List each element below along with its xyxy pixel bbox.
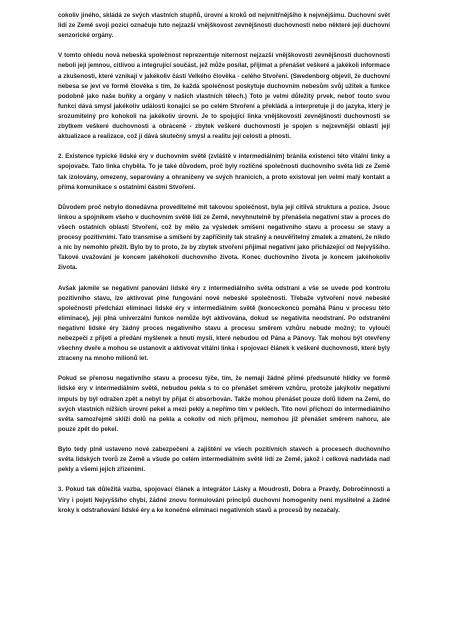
paragraph: Bylo tedy plně ustaveno nové zabezpečení a zajištění ve všech pozitivních stavech a procesech duchovního světa lidských tvorů ze Země a všude po celém intermediálním světě lidí ze Země, jakož i celková nadvláda nad pekly a všemi jejich zřízeními. [58, 446, 390, 474]
paragraph: cokoliv jiného, skládá ze svých vlastních stupňů, úrovní a kroků od nejvnitřnějšího k nejvnějšímu. Duchovní svět lidí ze Země svojí pozicí označuje tuto nejzazší vnějškovost zevnějšnosti duchovnosti nebo některé její duchovní senzorické orgány. [58, 12, 390, 40]
paragraph: V tomto ohledu nová nebeská společnost reprezentuje niternost nejzazší vnějškovosti zevnějšnosti duchovnosti neboli její jemnou, citlivou a integrující součást, jež může posílat, přijímat a přenášet veškeré a jakékoli informace a zkušenosti, které vznikají v jakékoliv části Velkého člověka - celého Stvoření. (Swedenborg objevil, že duchovní nebesa se jeví ve formě člověka s tím, že každá společnost poskytuje duchovním nebesům svůj užitek a funkce podobně jako naše buňky a orgány v našich vlastních tělech.) Toto je velmi důležitý prvek, neboť touto svou funkcí dává smysl jakékoliv události konající se po celém Stvoření a překládá a interpretuje ji do jazyka, který je srozumitelný pro kohokoli na jakékoliv úrovni. Je to spojující linka vnějškovosti zevnějšnosti duchovnosti se zbytkem veškeré duchovnosti a obráceně - zbytek veškeré duchovnosti je spojen s nejzevnější oblastí její aktualizace a realizace, což jí dává skutečný smysl a realitu její celosti a plnosti. [58, 52, 390, 141]
paragraph: Důvodem proč nebylo donedávna proveditelné mít takovou společnost, byla její citlivá struktura a pozice. Jsouc linkou a spojníkem všeho v duchovním světě lidí ze Země, nevyhnutelně by přenášela negativní stav a proces do všech ostatních oblastí Stvoření, což by mělo za výsledek smíšení negativního stavu a procesu se stavy a procesy pozitivními. Tato transmise a smíšení by zapříčinily tak strašný a neuvěřitelný zmatek a zmatení, že nikdo a nic by nemohlo přežít. Bylo by to proto, že by zbytek stvoření přijímal negativní jako přicházející od Nejvyššího. Takové uvažování je koncem jakéhokoli duchovního života. Konec duchovního života je koncem jakéhokoliv života. [58, 203, 390, 272]
paragraph: 3. Pokud tak důležitá vazba, spojovací článek a integrátor Lásky a Moudrosti, Dobra a Pravdy, Dobročinnosti a Víry i pojetí Nejvyššího chybí, žádné znovu formulování principů duchovní homogenity není myslitelné a žádné kroky k odstraňování lidské éry a ke konečné eliminaci negativních stavů a procesů by nezačaly. [58, 486, 390, 514]
paragraph: Avšak jakmile se negativní panování lidské éry z intermediálního světa odstraní a vše se uvede pod kontrolu pozitivního stavu, lze aktivovat plné fungování nové nebeské společnosti. Třebaže vytvoření nové nebeské společnosti předchází eliminaci lidské éry v intermediálním světě (konceckoncù pomáhá Pánu v procesu této eliminace), její plná univerzální funkce nemůže být aktivována, dokud se negativita neodstraní. Po odstranění negativní lidské éry žádný proces negativního stavu a procesu směrem vzhůru nebude možný; to vyloučí nebezpečí z přijetí a předání myšlenek a hnutí mysli, které nebudou od Pána a Pánovy. Tak mohou být otevřeny všechny dveře a mohou se ustanovit a aktivovat vitální linka i spojovací článek k veškeré duchovnosti, které byly ztraceny na mnoho milionů let. [58, 284, 390, 363]
paragraph: Pokud se přenosu negativního stavu a procesu týče, tím, že nemají žádné přímé předsunuté hlídky ve formě lidské éry v intermediálním světě, nebudou pekla s to co přenášet směrem vzhůru, protože jakýkoliv negativní impuls by byl odražen zpět a nebyl by přijat či absorbován. Takže mohou přenášet pouze dolů lidem na Zemi, do svých vlastních nižších úrovní pekel a mezi pekly a nepřímo tím v peklech. Tito noví příchozí do intermediálního světa samozřejmě sklíží dolů na pekla a cokoliv od nich přijmou, nemohou již přenášet směrem nahoru, ale pouze zpět do pekel. [58, 375, 390, 433]
paragraph: 2. Existence typické lidské éry v duchovním světě (zvláště v intermediálním) bránila existenci této vitální linky a spojovače. Tato linka chyběla. To je také důvodem, proč byly rozličné společnosti duchovního světa lidí ze Země tak izolovány, omezeny, separovány a ohraničeny ve svých hranicích, a proto existoval jen velmi malý kontakt a přímá komunikace s ostatními částmi Stvoření. [58, 153, 390, 191]
